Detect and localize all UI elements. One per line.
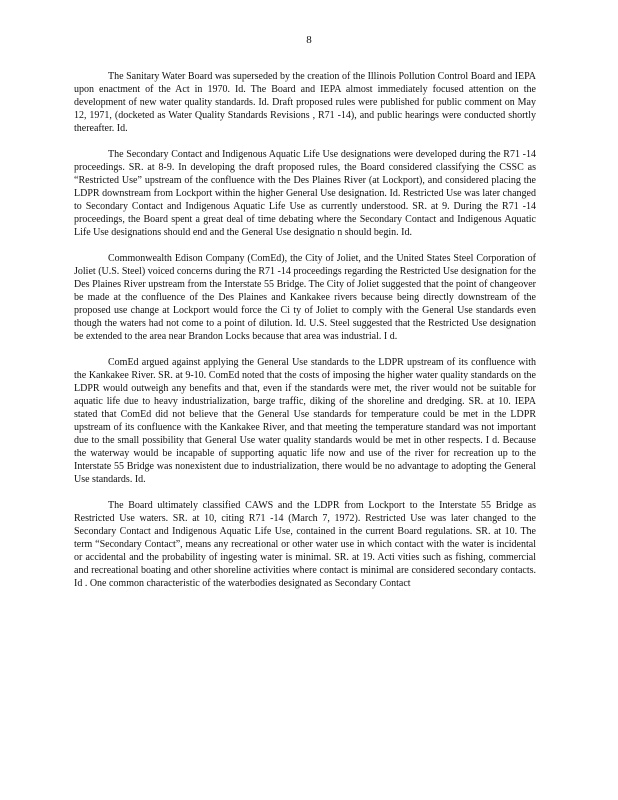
paragraph-4: ComEd argued against applying the General Use standards to the LDPR upstream of its confluence with the Kankakee River. SR. at 9-10. ComEd noted that the costs of imposing the higher water quality standards on the LDPR would outweigh any benefits and that, even if the standards were met, the river would not be suitable for aquatic life due to heavy industrialization, barge traffic, diking of the shoreline and dredging. SR. at 10. IEPA stated that ComEd did not believe that the General Use standards for temperature could be met in the LDPR upstream of its confluence with the Kankakee River, and that meeting the temperature standard was not important due to the small possibility that General Use water quality standards would be met in other respects. I d. Because the waterway would be incapable of supporting aquatic life now and use of the river for recreation up to the Interstate 55 Bridge was nonexistent due to industrialization, there would be no advantage to adopting the General Use standards. Id. bbox=[74, 357, 536, 485]
page-number: 8 bbox=[306, 34, 312, 46]
paragraph-5: The Board ultimately classified CAWS and the LDPR from Lockport to the Interstate 55 Bridge as Restricted Use waters. SR. at 10, citing R71 -14 (March 7, 1972). Restricted Use was later changed to the Secondary Contact and Indigenous Aquatic Life Use, contained in the current Board regulations. SR. at 10. The term “Secondary Contact”, means any recreational or other water use in which contact with the water is incidental or accidental and the probability of ingesting water is minimal. SR. at 19. Acti vities such as fishing, commercial and recreational boating and other shoreline activities where contact is minimal are considered secondary contacts. Id . One common characteristic of the waterbodies designated as Secondary Contact bbox=[74, 500, 536, 589]
document-body bbox=[74, 70, 536, 603]
paragraph-1: The Sanitary Water Board was superseded by the creation of the Illinois Pollution Control Board and IEPA upon enactment of the Act in 1970. Id. The Board and IEPA almost immediately focused attention on the development of new water quality standards. Id. Draft proposed rules were published for public comment on May 12, 1971, (docketed as Water Quality Standards Revisions , R71 -14), and public hearings were conducted shortly thereafter. Id. bbox=[74, 71, 536, 134]
paragraph-2: The Secondary Contact and Indigenous Aquatic Life Use designations were developed during the R71 -14 proceedings. SR. at 8-9. In developing the draft proposed rules, the Board considered classifying the CSSC as “Restricted Use” upstream of the confluence with the Des Plaines River (at Lockport), and considered placing the LDPR downstream from Lockport within the higher General Use designation. Id. Restricted Use was later changed to Secondary Contact and Indigenous Aquatic Life Use as currently understood. SR. at 9. During the R71 -14 proceedings, the Board spent a great deal of time debating where the Secondary Contact and Indigenous Aquatic Life Use designations should end and the General Use designatio n should begin. Id. bbox=[74, 149, 536, 238]
paragraph-3: Commonwealth Edison Company (ComEd), the City of Joliet, and the United States Steel Corporation of Joliet (U.S. Steel) voiced concerns during the R71 -14 proceedings regarding the Restricted Use designation for the Des Plaines River upstream from the Interstate 55 Bridge. The City of Joliet suggested that the point of changeover be made at the confluence of the Des Plaines and Kankakee rivers because being directly downstream of the proposed use change at Lockport would force the Ci ty of Joliet to comply with the General Use standards even though the waters had not come to a point of dilution. Id. U.S. Steel suggested that the Restricted Use designation be extended to the area near Brandon Locks because that area was industrial. I d. bbox=[74, 253, 536, 342]
